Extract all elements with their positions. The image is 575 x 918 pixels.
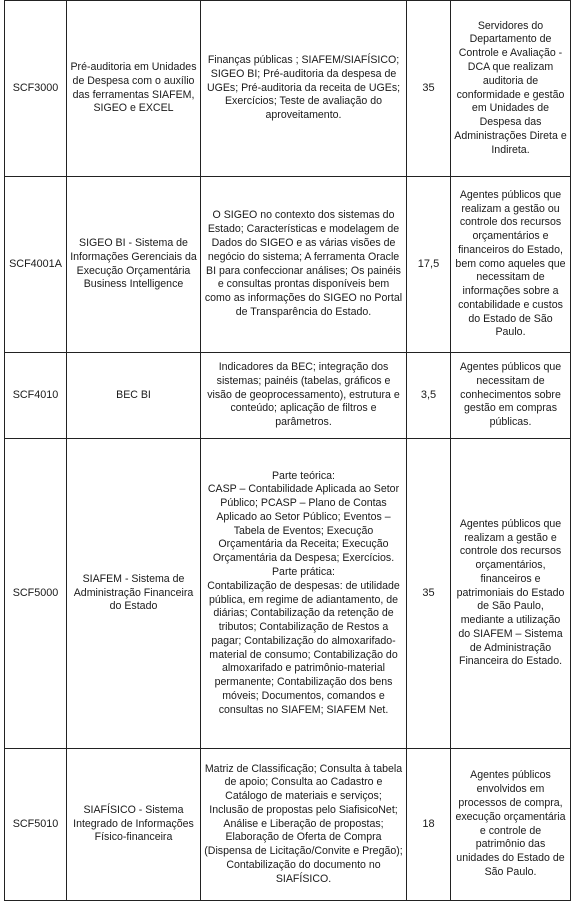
content-section-heading: Parte teórica: — [271, 469, 335, 482]
course-hours: 35 — [407, 1, 451, 177]
course-content-text: Matriz de Classificação; Consulta à tabela de apoio; Consulta ao Cadastro e Catálogo de materiais e serviços; Inclusão de propostas pelo SiafisicoNet; Análise e Liberação de propostas; Elaboração de Oferta de Compra (Dispensa de Licitação/Convite e Pregão); Contabilização do documento no SIAFÍSICO. — [204, 762, 403, 885]
course-audience: Agentes públicos que realizam a gestão e controle dos recursos orçamentários, financeiros e patrimoniais do Estado de São Paulo, mediante a utilização do SIAFEM – Sistema de Administração Financeira do Estado. — [451, 439, 571, 749]
course-hours: 17,5 — [407, 177, 451, 353]
course-content-text: Indicadores da BEC; integração dos sistemas; painéis (tabelas, gráficos e visão de geoprocessamento), estrutura e conteúdo; aplicação de filtros e parâmetros. — [207, 361, 400, 429]
table-row — [5, 439, 571, 749]
course-code: SCF4001A — [5, 177, 67, 353]
courses-table — [4, 0, 571, 901]
table-row — [5, 177, 571, 353]
course-content — [201, 439, 407, 749]
course-name: SIGEO BI - Sistema de Informações Gerenciais da Execução Orçamentária Business Intelligence — [67, 177, 201, 353]
course-content-text: Finanças públicas ; SIAFEM/SIAFÍSICO; SIGEO BI; Pré-auditoria da despesa de UGEs; Pré-auditoria da receita de UGEs; Exercícios; Teste de avaliação do aproveitamento. — [206, 54, 401, 122]
course-code: SCF4010 — [5, 353, 67, 439]
course-content — [201, 177, 407, 353]
course-audience: Agentes públicos que necessitam de conhecimentos sobre gestão em compras públicas. — [451, 353, 571, 439]
course-content-text: Contabilização de despesas: de utilidade pública, em regime de adiantamento, de diárias; Contabilização da retenção de tributos; Contabilização de Restos a pagar; Contabilização do almoxarifado-material de consumo; Contabilização do almoxarifado e patrimônio-material permanente; Contabilização dos bens móveis; Documentos, comandos e consultas no SIAFEM; SIAFEM Net. — [207, 579, 400, 716]
course-content — [201, 1, 407, 177]
course-content — [201, 353, 407, 439]
course-name: BEC BI — [67, 353, 201, 439]
course-hours: 35 — [407, 439, 451, 749]
table-row — [5, 749, 571, 901]
course-name: Pré-auditoria em Unidades de Despesa com o auxílio das ferramentas SIAFEM, SIGEO e EXCEL — [67, 1, 201, 177]
course-content — [201, 749, 407, 901]
course-name: SIAFEM - Sistema de Administração Financeira do Estado — [67, 439, 201, 749]
course-name: SIAFÍSICO - Sistema Integrado de Informações Físico-financeira — [67, 749, 201, 901]
course-content-text: CASP – Contabilidade Aplicada ao Setor Público; PCASP – Plano de Contas Aplicado ao Setor Público; Eventos – Tabela de Eventos; Execução Orçamentária da Receita; Execução Orçamentária da Despesa; Exercícios. — [207, 483, 400, 565]
course-audience: Servidores do Departamento de Controle e Avaliação - DCA que realizam auditoria de conformidade e gestão em Unidades de Despesa das Administrações Direta e Indireta. — [451, 1, 571, 177]
course-hours: 18 — [407, 749, 451, 901]
course-audience: Agentes públicos que realizam a gestão ou controle dos recursos orçamentários e financeiros do Estado, bem como aqueles que necessitam de informações sobre a contabilidade e custos do Estado de São Paulo. — [451, 177, 571, 353]
course-audience: Agentes públicos envolvidos em processos de compra, execução orçamentária e controle de patrimônio das unidades do Estado de São Paulo. — [451, 749, 571, 901]
course-code: SCF5000 — [5, 439, 67, 749]
course-hours: 3,5 — [407, 353, 451, 439]
course-code: SCF3000 — [5, 1, 67, 177]
table-row — [5, 1, 571, 177]
content-section-heading: Parte prática: — [271, 565, 335, 578]
course-content-text: O SIGEO no contexto dos sistemas do Estado; Características e modelagem de Dados do SIGEO e as várias visões de negócio do sistema; A ferramenta Oracle BI para confeccionar análises; Os painéis e consultas prontas disponíveis bem como as informações do SIGEO no Portal de Transparência do Estado. — [204, 209, 403, 318]
table-row — [5, 353, 571, 439]
course-code: SCF5010 — [5, 749, 67, 901]
